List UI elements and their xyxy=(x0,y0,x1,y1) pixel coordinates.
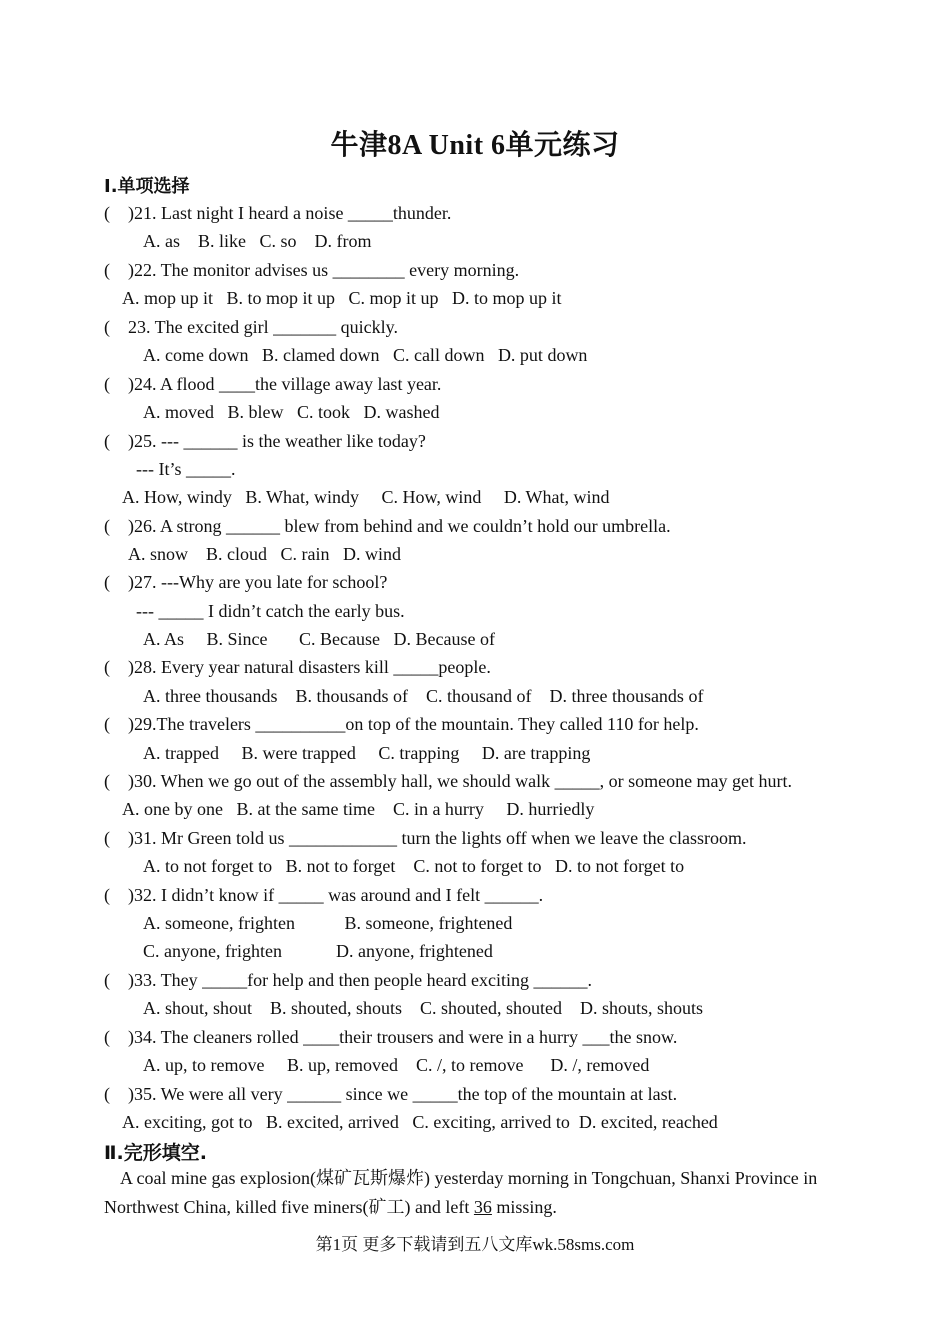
page-title: 牛津8A Unit 6单元练习 xyxy=(330,130,620,161)
options-23: A. come down B. clamed down C. call down D. put down xyxy=(143,345,588,365)
question-26: ( )26. A strong ______ blew from behind and we couldn’t hold our umbrella. xyxy=(104,516,671,536)
options-34: A. up, to remove B. up, removed C. /, to remove D. /, removed xyxy=(143,1055,650,1075)
question-27-reply: --- _____ I didn’t catch the early bus. xyxy=(136,601,405,621)
options-29: A. trapped B. were trapped C. trapping D. are trapping xyxy=(143,743,591,763)
question-23: ( 23. The excited girl _______ quickly. xyxy=(104,317,398,337)
options-26: A. snow B. cloud C. rain D. wind xyxy=(128,544,401,564)
options-21: A. as B. like C. so D. from xyxy=(143,231,372,251)
section-2-heading: Ⅱ.完形填空. xyxy=(104,1142,207,1164)
question-34: ( )34. The cleaners rolled ____their trousers and were in a hurry ___the snow. xyxy=(104,1027,678,1047)
options-22: A. mop up it B. to mop it up C. mop it up D. to mop up it xyxy=(122,288,562,308)
question-22: ( )22. The monitor advises us ________ every morning. xyxy=(104,260,520,280)
options-32-ab: A. someone, frighten B. someone, frightened xyxy=(143,913,513,933)
page-footer: 第1页 更多下载请到五八文库wk.58sms.com xyxy=(315,1235,635,1254)
question-29: ( )29.The travelers __________on top of the mountain. They called 110 for help. xyxy=(104,714,699,734)
options-33: A. shout, shout B. shouted, shouts C. shouted, shouted D. shouts, shouts xyxy=(143,998,704,1018)
question-35: ( )35. We were all very ______ since we _____the top of the mountain at last. xyxy=(104,1084,678,1104)
options-27: A. As B. Since C. Because D. Because of xyxy=(143,629,495,649)
question-21: ( )21. Last night I heard a noise _____thunder. xyxy=(104,203,452,223)
options-25: A. How, windy B. What, windy C. How, wind D. What, wind xyxy=(122,487,610,507)
options-28: A. three thousands B. thousands of C. thousand of D. three thousands of xyxy=(143,686,704,706)
question-33: ( )33. They _____for help and then people heard exciting ______. xyxy=(104,970,593,990)
options-32-cd: C. anyone, frighten D. anyone, frightened xyxy=(143,941,493,961)
cloze-text-before: A coal mine gas explosion(煤矿瓦斯爆炸) yesterday morning in Tongchuan, Shanxi Province in Northwest China, killed five miners(矿工) and left xyxy=(104,1168,818,1217)
section-1-heading: Ⅰ.单项选择 xyxy=(104,176,190,197)
question-31: ( )31. Mr Green told us ____________ turn the lights off when we leave the classroom. xyxy=(104,828,747,848)
question-30: ( )30. When we go out of the assembly hall, we should walk _____, or someone may get hurt. xyxy=(104,771,793,791)
question-25-reply: --- It’s _____. xyxy=(136,459,236,479)
cloze-text-after: missing. xyxy=(491,1196,557,1217)
question-25: ( )25. --- ______ is the weather like today? xyxy=(104,431,426,451)
options-24: A. moved B. blew C. took D. washed xyxy=(143,402,440,422)
question-28: ( )28. Every year natural disasters kill _____people. xyxy=(104,657,491,677)
cloze-paragraph xyxy=(104,1164,854,1221)
options-30: A. one by one B. at the same time C. in a hurry D. hurriedly xyxy=(122,799,595,819)
question-32: ( )32. I didn’t know if _____ was around and I felt ______. xyxy=(104,885,544,905)
options-35: A. exciting, got to B. excited, arrived C. exciting, arrived to D. excited, reached xyxy=(122,1112,718,1132)
question-24: ( )24. A flood ____the village away last year. xyxy=(104,374,442,394)
question-27: ( )27. ---Why are you late for school? xyxy=(104,572,388,592)
options-31: A. to not forget to B. not to forget C. not to forget to D. to not forget to xyxy=(143,856,685,876)
cloze-blank-number: 36 xyxy=(473,1196,492,1217)
